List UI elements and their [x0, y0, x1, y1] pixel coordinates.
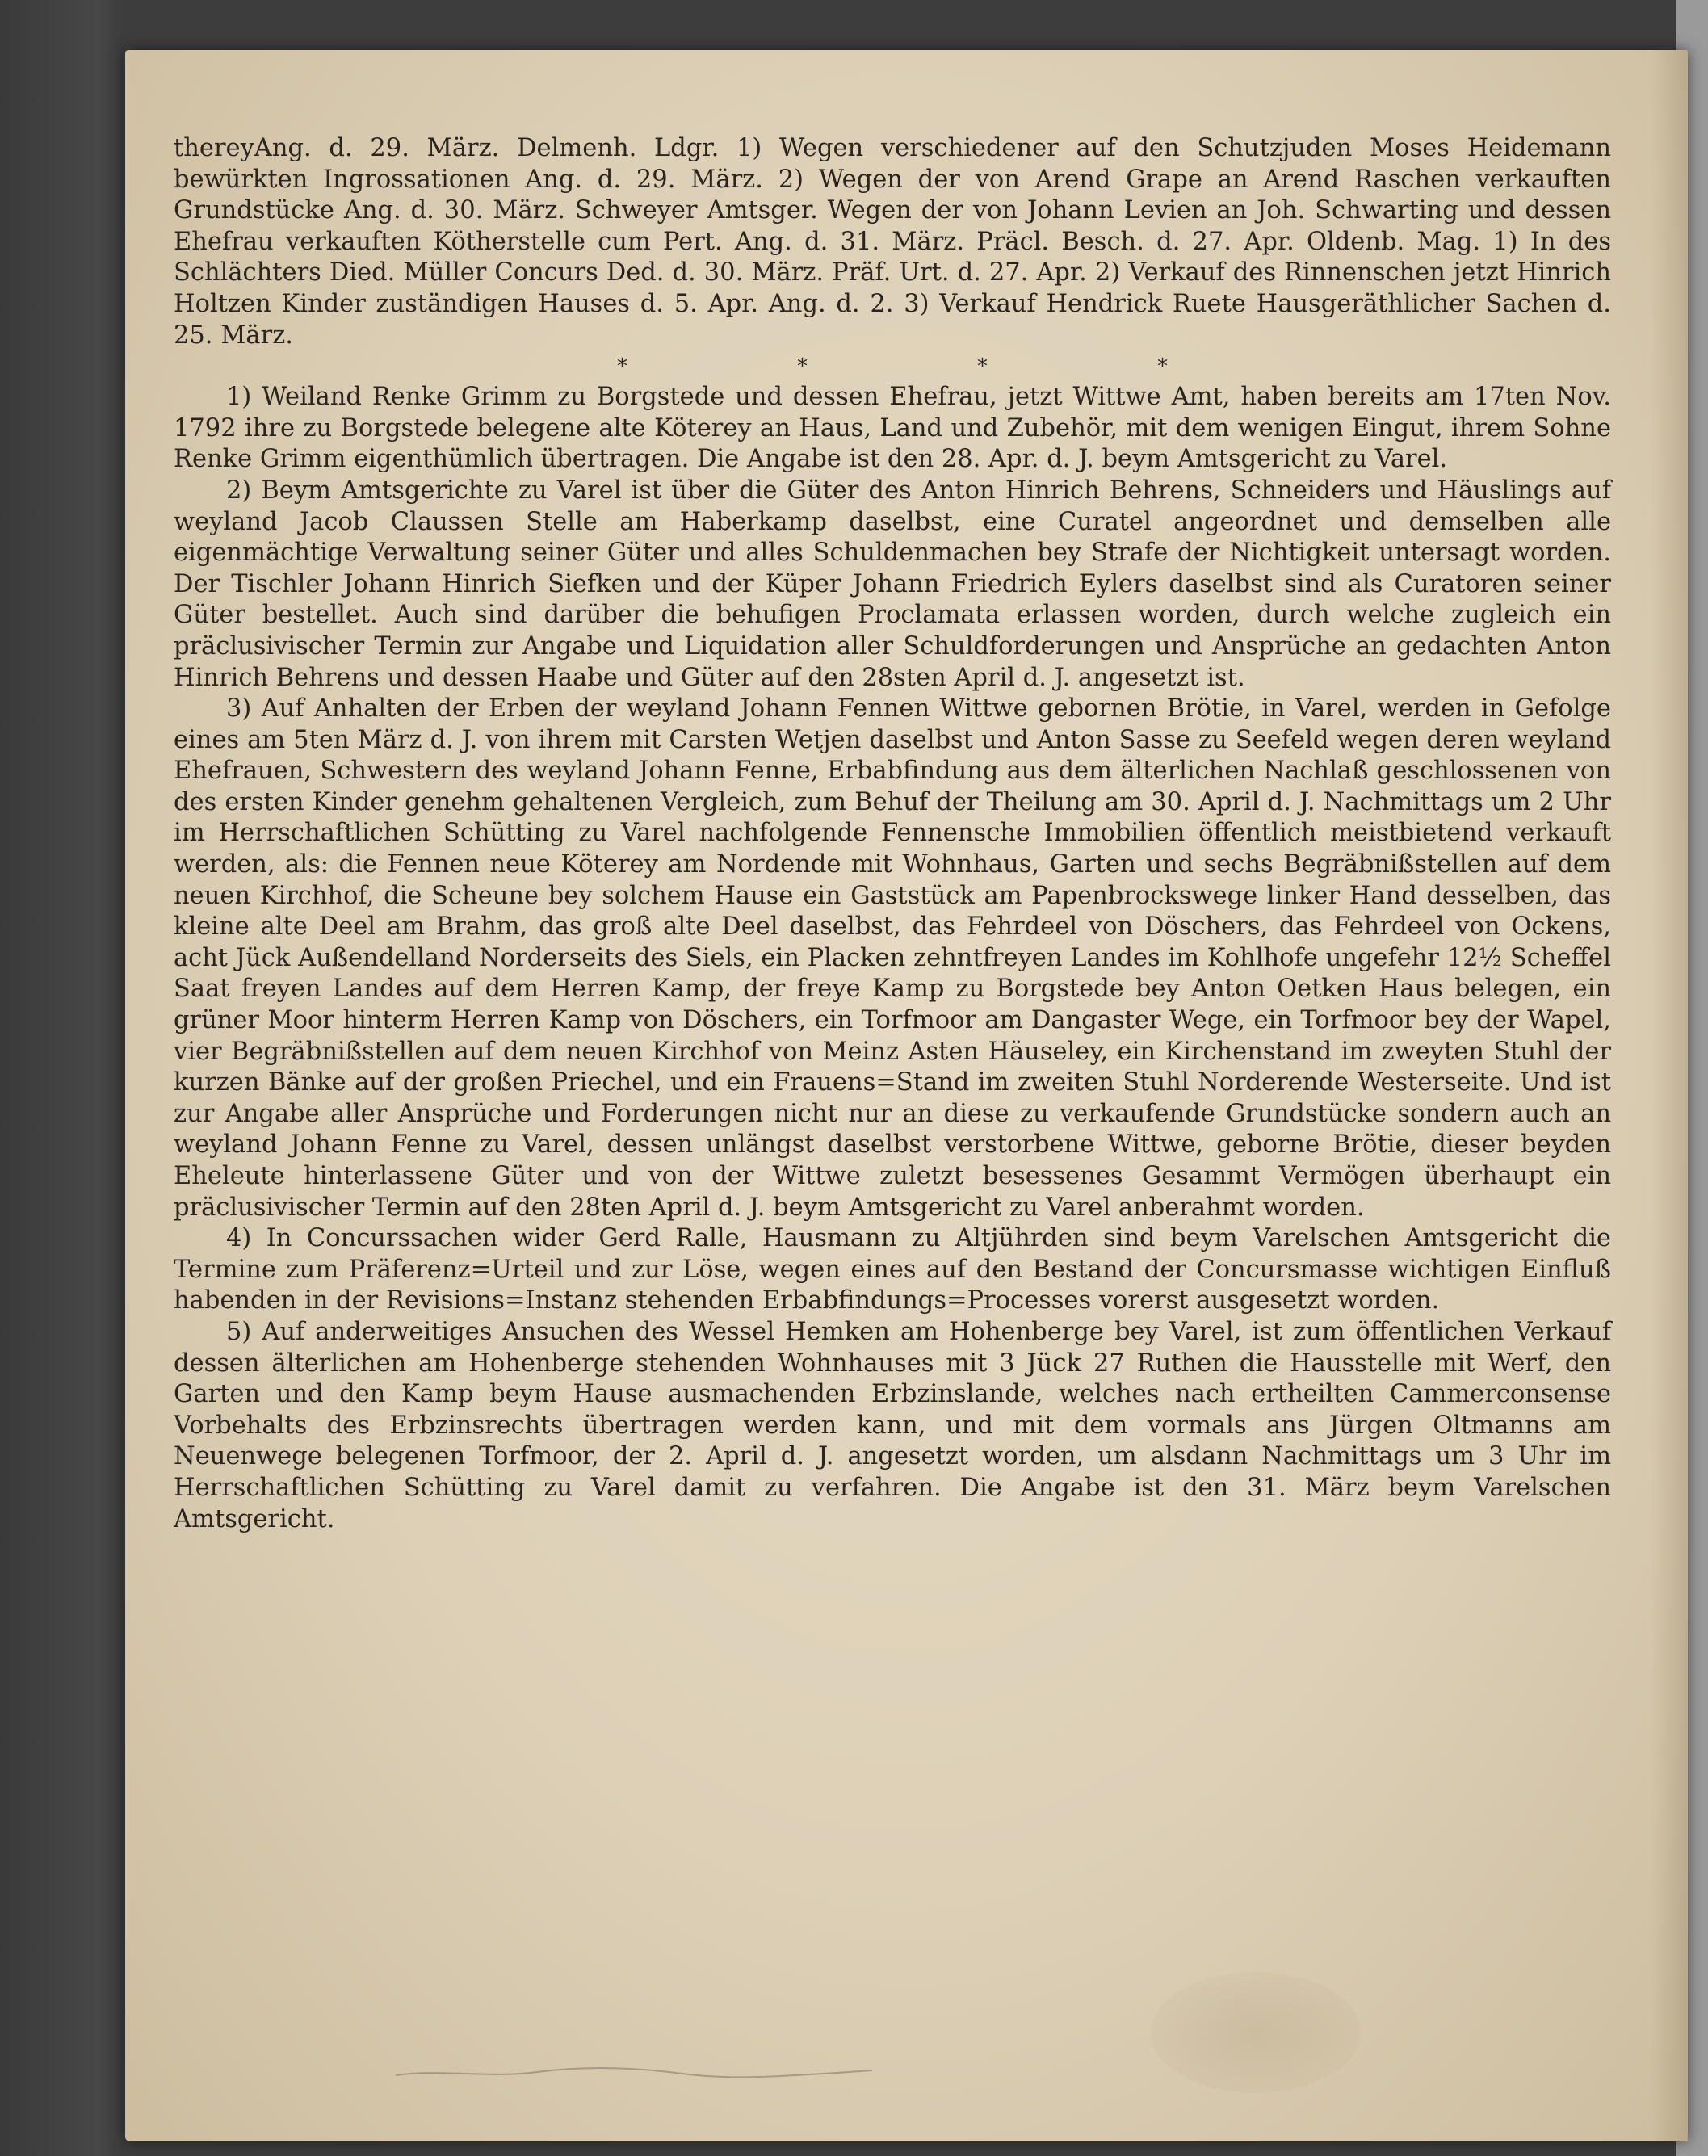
paragraph-1: 1) Weiland Renke Grimm zu Borgstede und dessen Ehefrau, jetzt Wittwe Amt, haben bereits am 17ten Nov. 1792 ihre zu Borgstede belegene alte Köterey an Haus, Land und Zubehör, mit dem wenigen Eingut, ihrem Sohne Renke Grimm eigenthümlich übertragen. Die Angabe ist den 28. Apr. d. J. beym Amtsgericht zu Varel. — [174, 383, 1611, 474]
divider-star-2: * — [797, 354, 808, 380]
bottom-scribble — [392, 2053, 876, 2085]
divider-star-1: * — [617, 354, 627, 380]
paragraph-4: 4) In Concurssachen wider Gerd Ralle, Hausmann zu Altjührden sind beym Varelschen Amtsgericht die Termine zum Präferenz=Urteil und zur Löse, wegen eines auf den Bestand der Concursmasse wichtigen Einfluß habenden in der Revisions=Instanz stehenden Erbabfindungs=Processes vorerst ausgesetzt worden. — [174, 1224, 1611, 1315]
paragraph-2: 2) Beym Amtsgerichte zu Varel ist über die Güter des Anton Hinrich Behrens, Schneiders und Häuslings auf weyland Jacob Claussen Stelle am Haberkamp daselbst, eine Curatel angeordnet und demselben alle eigenmächtige Verwaltung seiner Güter und alles Schuldenmachen bey Strafe der Nichtigkeit untersagt worden. Der Tischler Johann Hinrich Siefken und der Küper Johann Friedrich Eylers daselbst sind als Curatoren seiner Güter bestellet. Auch sind darüber die behufigen Proclamata erlassen worden, durch welche zugleich ein präclusivischer Termin zur Angabe und Liquidation aller Schuldforderungen und Ansprüche an gedachten Anton Hinrich Behrens und dessen Haabe und Güter auf den 28sten April d. J. angesetzt ist. — [174, 476, 1611, 692]
divider-star-3: * — [977, 354, 988, 380]
section-divider — [174, 351, 1611, 382]
paragraph-3: 3) Auf Anhalten der Erben der weyland Johann Fennen Wittwe gebornen Brötie, in Varel, werden in Gefolge eines am 5ten März d. J. von ihrem mit Carsten Wetjen daselbst und Anton Sasse zu Seefeld wegen deren weyland Ehefrauen, Schwestern des weyland Johann Fenne, Erbabfindung aus dem älterlichen Nachlaß geschlossenen von des ersten Kinder genehm gehaltenen Vergleich, zum Behuf der Theilung am 30. April d. J. Nachmittags um 2 Uhr im Herrschaftlichen Schütting zu Varel nachfolgende Fennensche Immobilien öffentlich meistbietend verkauft werden, als: die Fennen neue Köterey am Nordende mit Wohnhaus, Garten und sechs Begräbnißstellen auf dem neuen Kirchhof, die Scheune bey solchem Hause ein Gaststück am Papenbrockswege linker Hand desselben, das kleine alte Deel am Brahm, das groß alte Deel daselbst, das Fehrdeel von Döschers, das Fehrdeel von Ockens, acht Jück Außendelland Norderseits des Siels, ein Placken zehntfreyen Landes im Kohlhofe ungefehr 12½ Scheffel Saat freyen Landes auf dem Herren Kamp, der freye Kamp zu Borgstede bey Anton Oetken Haus belegen, ein grüner Moor hinterm Herren Kamp von Döschers, ein Torfmoor am Dangaster Wege, ein Torfmoor bey der Wapel, vier Begräbnißstellen auf dem neuen Kirchhof von Meinz Asten Häuseley, ein Kirchenstand im zweyten Stuhl der kurzen Bänke auf der großen Priechel, und ein Frauens=Stand im zweiten Stuhl Norderende Westerseite. Und ist zur Angabe aller Ansprüche und Forderungen nicht nur an diese zu verkaufende Grundstücke sondern auch an weyland Johann Fenne zu Varel, dessen unlängst daselbst verstorbene Wittwe, geborne Brötie, dieser beyden Eheleute hinterlassene Güter und von der Wittwe zuletzt besessenes Gesammt Vermögen überhaupt ein präclusivischer Termin auf den 28ten April d. J. beym Amtsgericht zu Varel anberahmt worden. — [174, 694, 1611, 1222]
paper-stain — [1151, 1972, 1361, 2093]
divider-star-4: * — [1157, 354, 1168, 380]
page-fold-shadow — [1651, 50, 1688, 2141]
intro-paragraph: thereyAng. d. 29. März. Delmenh. Ldgr. 1) Wegen verschiedener auf den Schutzjuden Moses Heidemann bewürkten Ingrossationen Ang. d. 29. März. 2) Wegen der von Arend Grape an Arend Raschen verkauften Grundstücke Ang. d. 30. März. Schweyer Amtsger. Wegen der von Johann Levien an Joh. Schwarting und dessen Ehefrau verkauften Kötherstelle cum Pert. Ang. d. 31. März. Präcl. Besch. d. 27. Apr. Oldenb. Mag. 1) In des Schlächters Died. Müller Concurs Ded. d. 30. März. Präf. Urt. d. 27. Apr. 2) Verkauf des Rinnenschen jetzt Hinrich Holtzen Kinder zuständigen Hauses d. 5. Apr. Ang. d. 2. 3) Verkauf Hendrick Ruete Hausgeräthlicher Sachen d. 25. März. — [174, 134, 1611, 350]
document-text — [174, 133, 1611, 1535]
paragraph-5: 5) Auf anderweitiges Ansuchen des Wessel Hemken am Hohenberge bey Varel, ist zum öffentlichen Verkauf dessen älterlichen am Hohenberge stehenden Wohnhauses mit 3 Jück 27 Ruthen die Hausstelle mit Werf, den Garten und den Kamp beym Hause ausmachenden Erbzinslande, welches nach ertheilten Cammerconsense Vorbehalts des Erbzinsrechts übertragen werden kann, und mit dem vormals ans Jürgen Oltmanns am Neuenwege belegenen Torfmoor, der 2. April d. J. angesetzt worden, um alsdann Nachmittags um 3 Uhr im Herrschaftlichen Schütting zu Varel damit zu verfahren. Die Angabe ist den 31. März beym Varelschen Amtsgericht. — [174, 1317, 1611, 1533]
